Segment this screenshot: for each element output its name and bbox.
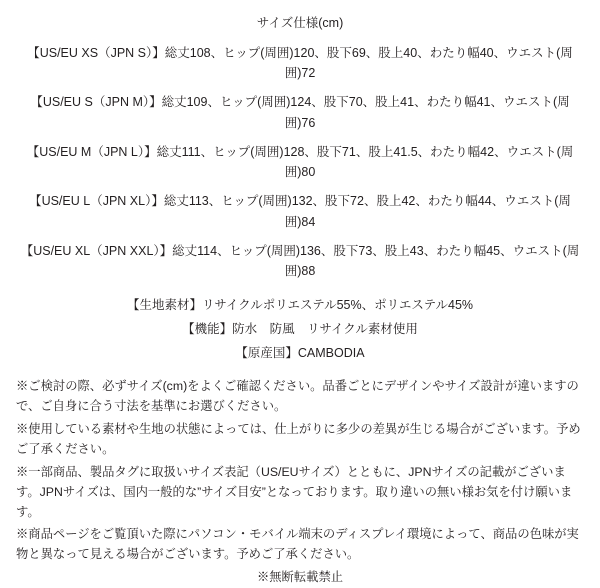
note-item: ※ご検討の際、必ずサイズ(cm)をよくご確認ください。品番ごとにデザインやサイズ設計が違いますので、ご自身に合う寸法を基準にお選びください。 bbox=[16, 379, 579, 414]
size-spec-row: 【US/EU XS（JPN S）】総丈108、ヒップ(周囲)120、股下69、股上40、わたり幅40、ウエスト(周囲)72 bbox=[27, 45, 573, 80]
size-spec-list bbox=[14, 43, 586, 282]
note-item: ※使用している素材や生地の状態によっては、仕上がりに多少の差異が生じる場合がございます。予めご了承ください。 bbox=[16, 421, 581, 456]
note-item: ※一部商品、製品タグに取扱いサイズ表記（US/EUサイズ）とともに、JPNサイズの記載がございます。JPNサイズは、国内一般的な”サイズ目安”となっております。取り違いの無い様お気を付け願います。 bbox=[16, 464, 573, 519]
notes-block bbox=[14, 377, 586, 588]
note-item: ※商品ページをご覧頂いた際にパソコン・モバイル端末のディスプレイ環境によって、商品の色味が実物と異なって見える場合がございます。予めご了承ください。 bbox=[16, 527, 579, 562]
material-line: 【生地素材】リサイクルポリエステル55%、ポリエステル45% bbox=[126, 298, 474, 313]
size-spec-row: 【US/EU S（JPN M）】総丈109、ヒップ(周囲)124、股下70、股上41、わたり幅41、ウエスト(周囲)76 bbox=[30, 95, 570, 130]
function-line: 【機能】防水 防風 リサイクル素材使用 bbox=[182, 321, 418, 336]
material-spec-block bbox=[14, 295, 586, 363]
size-spec-row: 【US/EU XL（JPN XXL）】総丈114、ヒップ(周囲)136、股下73、股上43、わたり幅45、ウエスト(周囲)88 bbox=[20, 243, 580, 278]
copyright-note: ※無断転載禁止 bbox=[256, 570, 344, 585]
size-spec-row: 【US/EU M（JPN L）】総丈111、ヒップ(周囲)128、股下71、股上41.5、わたり幅42、ウエスト(周囲)80 bbox=[26, 144, 574, 179]
page-title: サイズ仕様(cm) bbox=[256, 16, 344, 30]
origin-line: 【原産国】CAMBODIA bbox=[235, 345, 365, 360]
size-spec-row: 【US/EU L（JPN XL）】総丈113、ヒップ(周囲)132、股下72、股上42、わたり幅44、ウエスト(周囲)84 bbox=[29, 194, 571, 229]
